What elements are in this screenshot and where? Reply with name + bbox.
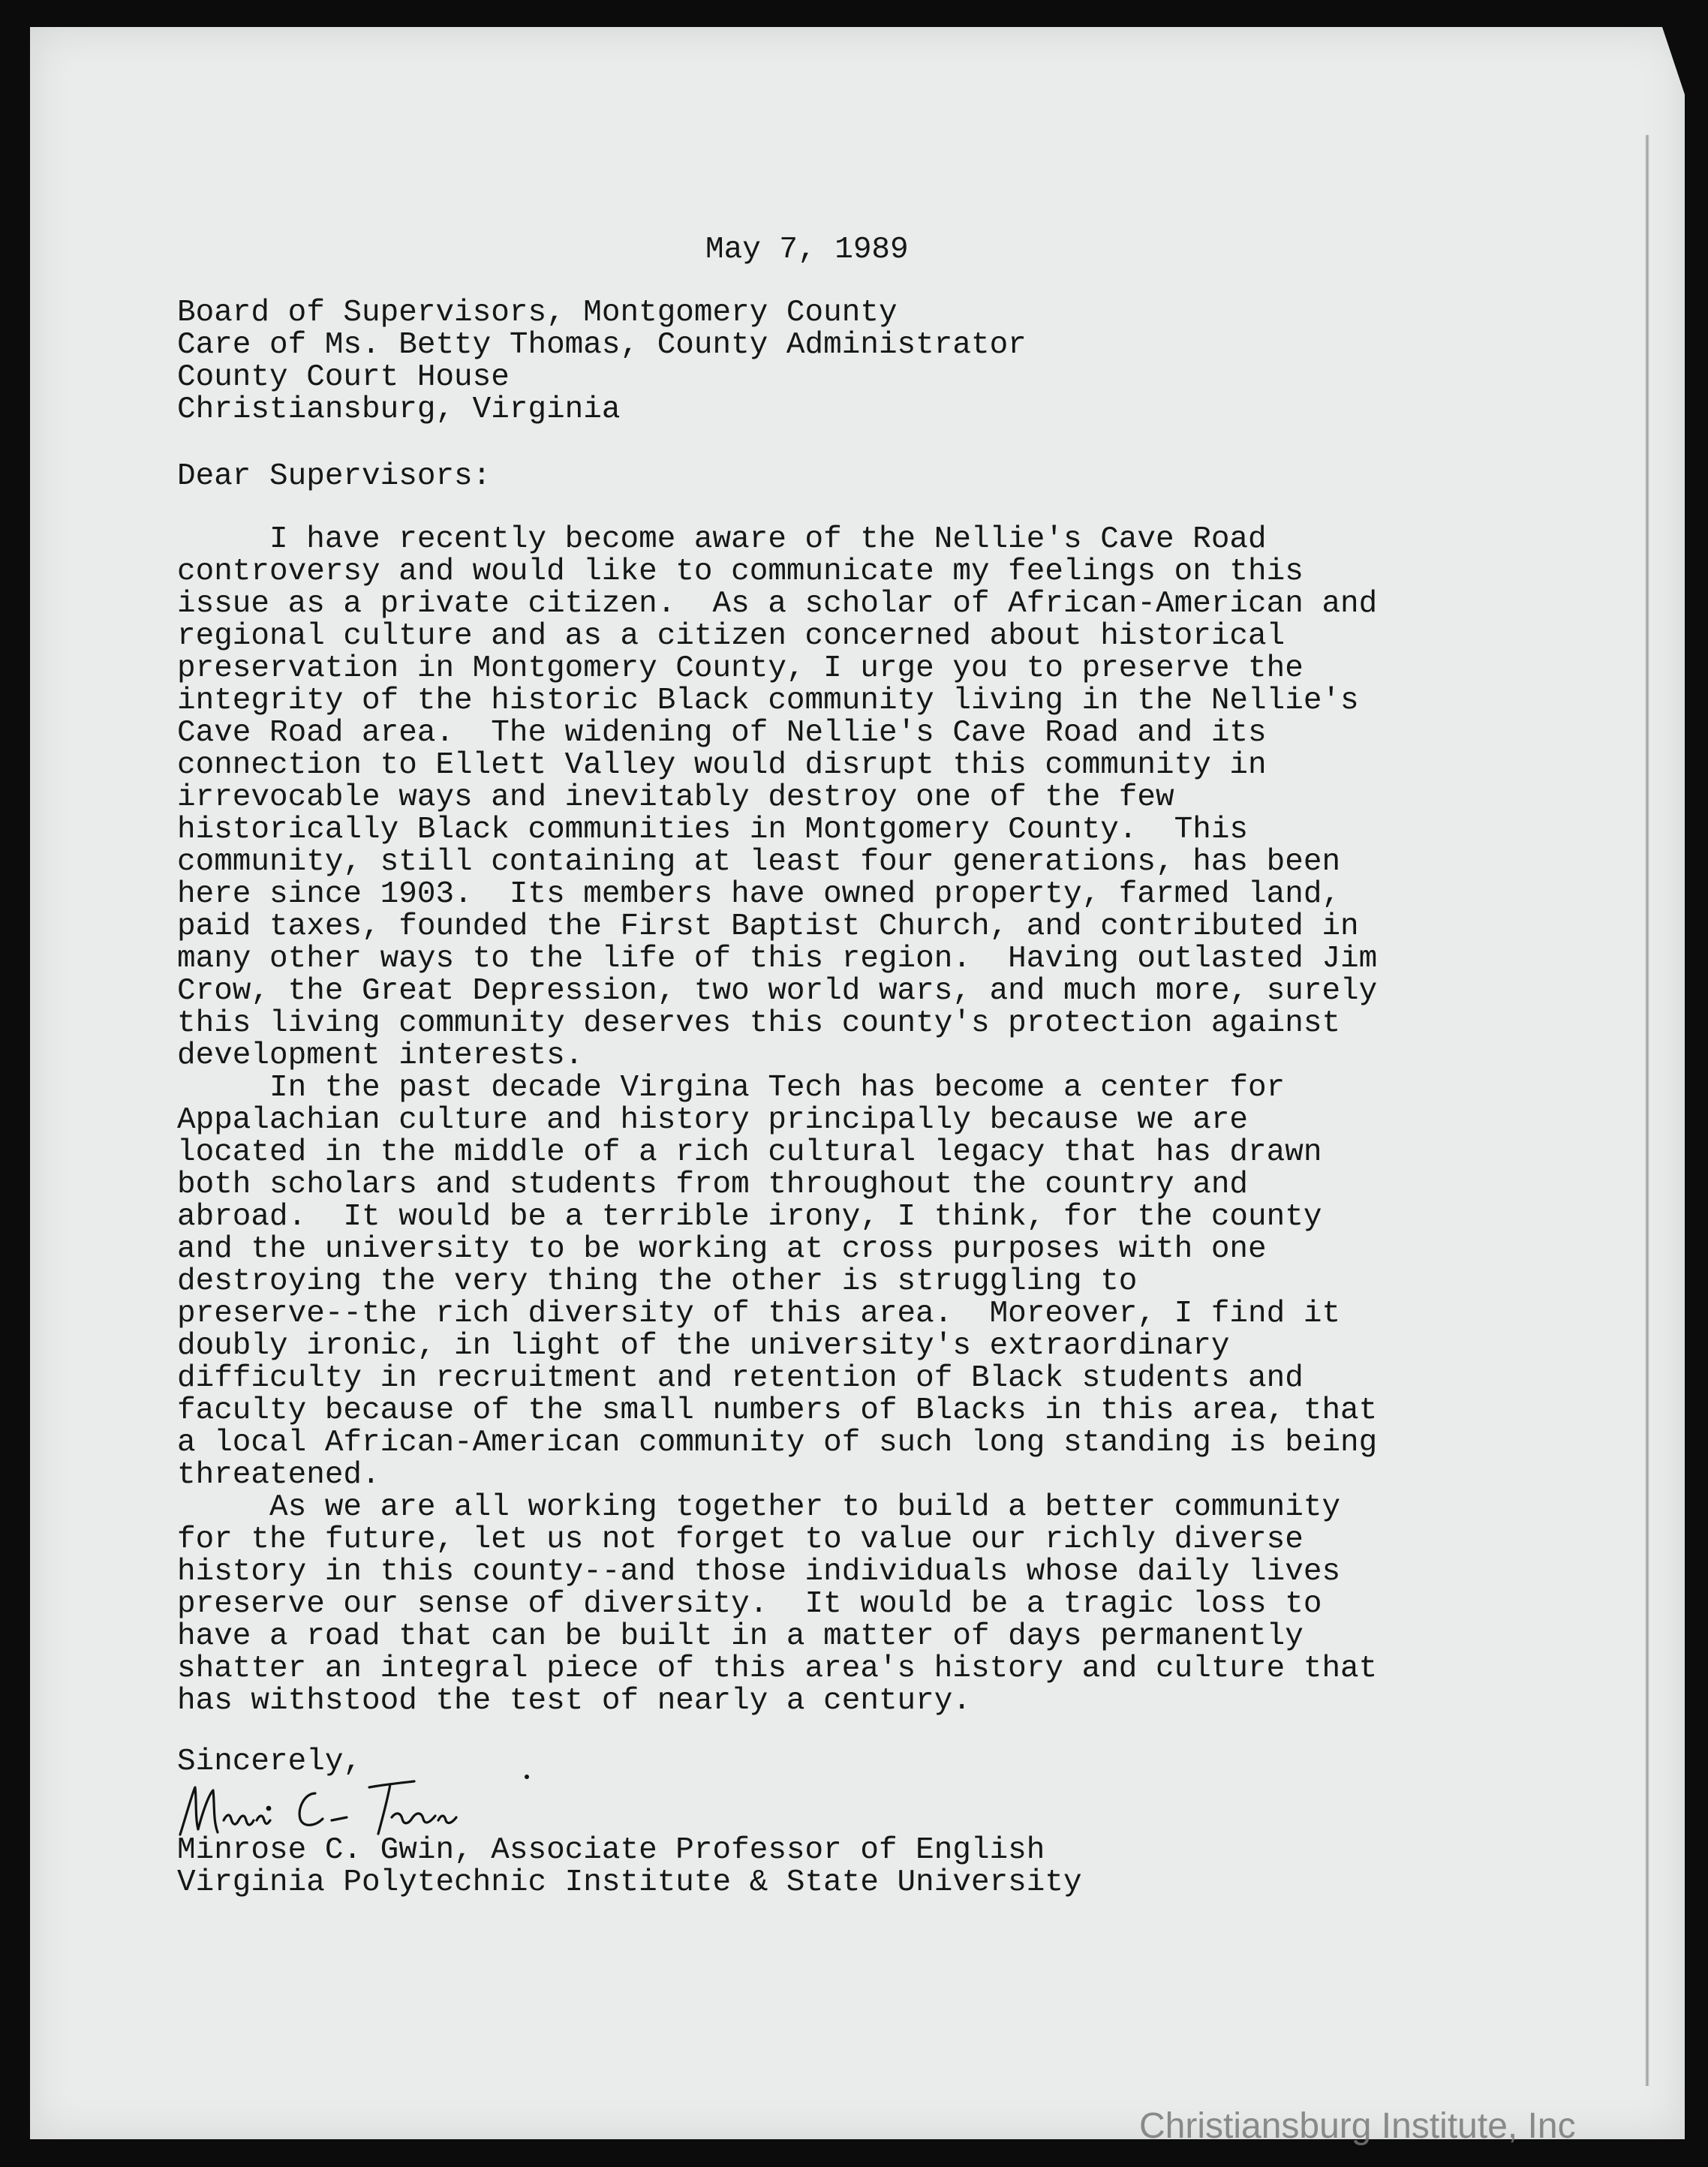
body-line: both scholars and students from throughout the country and — [177, 1168, 1249, 1202]
watermark: Christiansburg Institute, Inc — [1139, 2106, 1576, 2146]
page-edge-shadow — [1645, 135, 1649, 2086]
address-line: Christiansburg, Virginia — [177, 392, 621, 427]
body-line: paid taxes, founded the First Baptist Church, and contributed in — [177, 909, 1359, 944]
body-line: preserve--the rich diversity of this area. Moreover, I find it — [177, 1297, 1341, 1331]
body-line: this living community deserves this county's protection against — [177, 1006, 1341, 1041]
body-line: regional culture and as a citizen concerned about historical — [177, 619, 1286, 654]
body-line: Cave Road area. The widening of Nellie's Cave Road and its — [177, 716, 1267, 750]
body-line: connection to Ellett Valley would disrupt this community in — [177, 748, 1267, 783]
address-line: County Court House — [177, 360, 510, 395]
body-line: and the university to be working at cross purposes with one — [177, 1232, 1267, 1267]
body-line: difficulty in recruitment and retention of Black students and — [177, 1361, 1304, 1396]
salutation: Dear Supervisors: — [177, 459, 492, 494]
closing: Sincerely, — [177, 1745, 362, 1779]
body-line: for the future, let us not forget to value our richly diverse — [177, 1522, 1304, 1557]
body-line: a local African-American community of such long standing is being — [177, 1426, 1378, 1460]
body-line: As we are all working together to build a better community — [177, 1490, 1341, 1525]
body-line: I have recently become aware of the Nellie's Cave Road — [177, 522, 1267, 557]
body-line: has withstood the test of nearly a century. — [177, 1684, 971, 1718]
address-line: Care of Ms. Betty Thomas, County Administrator — [177, 328, 1027, 362]
body-line: community, still containing at least four generations, has been — [177, 845, 1341, 879]
body-line: destroying the very thing the other is struggling to — [177, 1264, 1138, 1299]
signer-institution: Virginia Polytechnic Institute & State University — [177, 1865, 1082, 1900]
body-line: shatter an integral piece of this area's history and culture that — [177, 1652, 1378, 1686]
body-line: development interests. — [177, 1038, 584, 1073]
body-line: history in this county--and those individuals whose daily lives — [177, 1555, 1341, 1589]
body-line: preserve our sense of diversity. It would be a tragic loss to — [177, 1587, 1322, 1621]
body-line: many other ways to the life of this region. Having outlasted Jim — [177, 942, 1378, 976]
body-line: have a road that can be built in a matter of days permanently — [177, 1619, 1304, 1654]
body-line: here since 1903. Its members have owned property, farmed land, — [177, 877, 1341, 912]
signature-block — [177, 1835, 1082, 1899]
body-line: In the past decade Virgina Tech has become a center for — [177, 1071, 1286, 1105]
body-line: doubly ironic, in light of the university's extraordinary — [177, 1329, 1230, 1363]
body-line: threatened. — [177, 1458, 380, 1492]
body-line: integrity of the historic Black community living in the Nellie's — [177, 684, 1359, 718]
body-line: faculty because of the small numbers of Blacks in this area, that — [177, 1393, 1378, 1428]
address-line: Board of Supervisors, Montgomery County — [177, 296, 898, 330]
body-line: irrevocable ways and inevitably destroy one of the few — [177, 780, 1174, 815]
body-line: abroad. It would be a terrible irony, I think, for the county — [177, 1200, 1322, 1234]
signer-name: Minrose C. Gwin, Associate Professor of English — [177, 1833, 1045, 1868]
body-line: issue as a private citizen. As a scholar of African-American and — [177, 587, 1378, 621]
body-line: Appalachian culture and history principally because we are — [177, 1103, 1249, 1138]
letter-date: May 7, 1989 — [705, 233, 909, 267]
body-line: controversy and would like to communicate my feelings on this — [177, 555, 1304, 589]
body-line: preservation in Montgomery County, I urge you to preserve the — [177, 651, 1304, 686]
letter-body — [177, 524, 1377, 1718]
body-line: located in the middle of a rich cultural legacy that has drawn — [177, 1135, 1322, 1170]
body-line: Crow, the Great Depression, two world wars, and much more, surely — [177, 974, 1378, 1008]
body-line: historically Black communities in Montgomery County. This — [177, 813, 1249, 847]
recipient-address — [177, 297, 1027, 426]
